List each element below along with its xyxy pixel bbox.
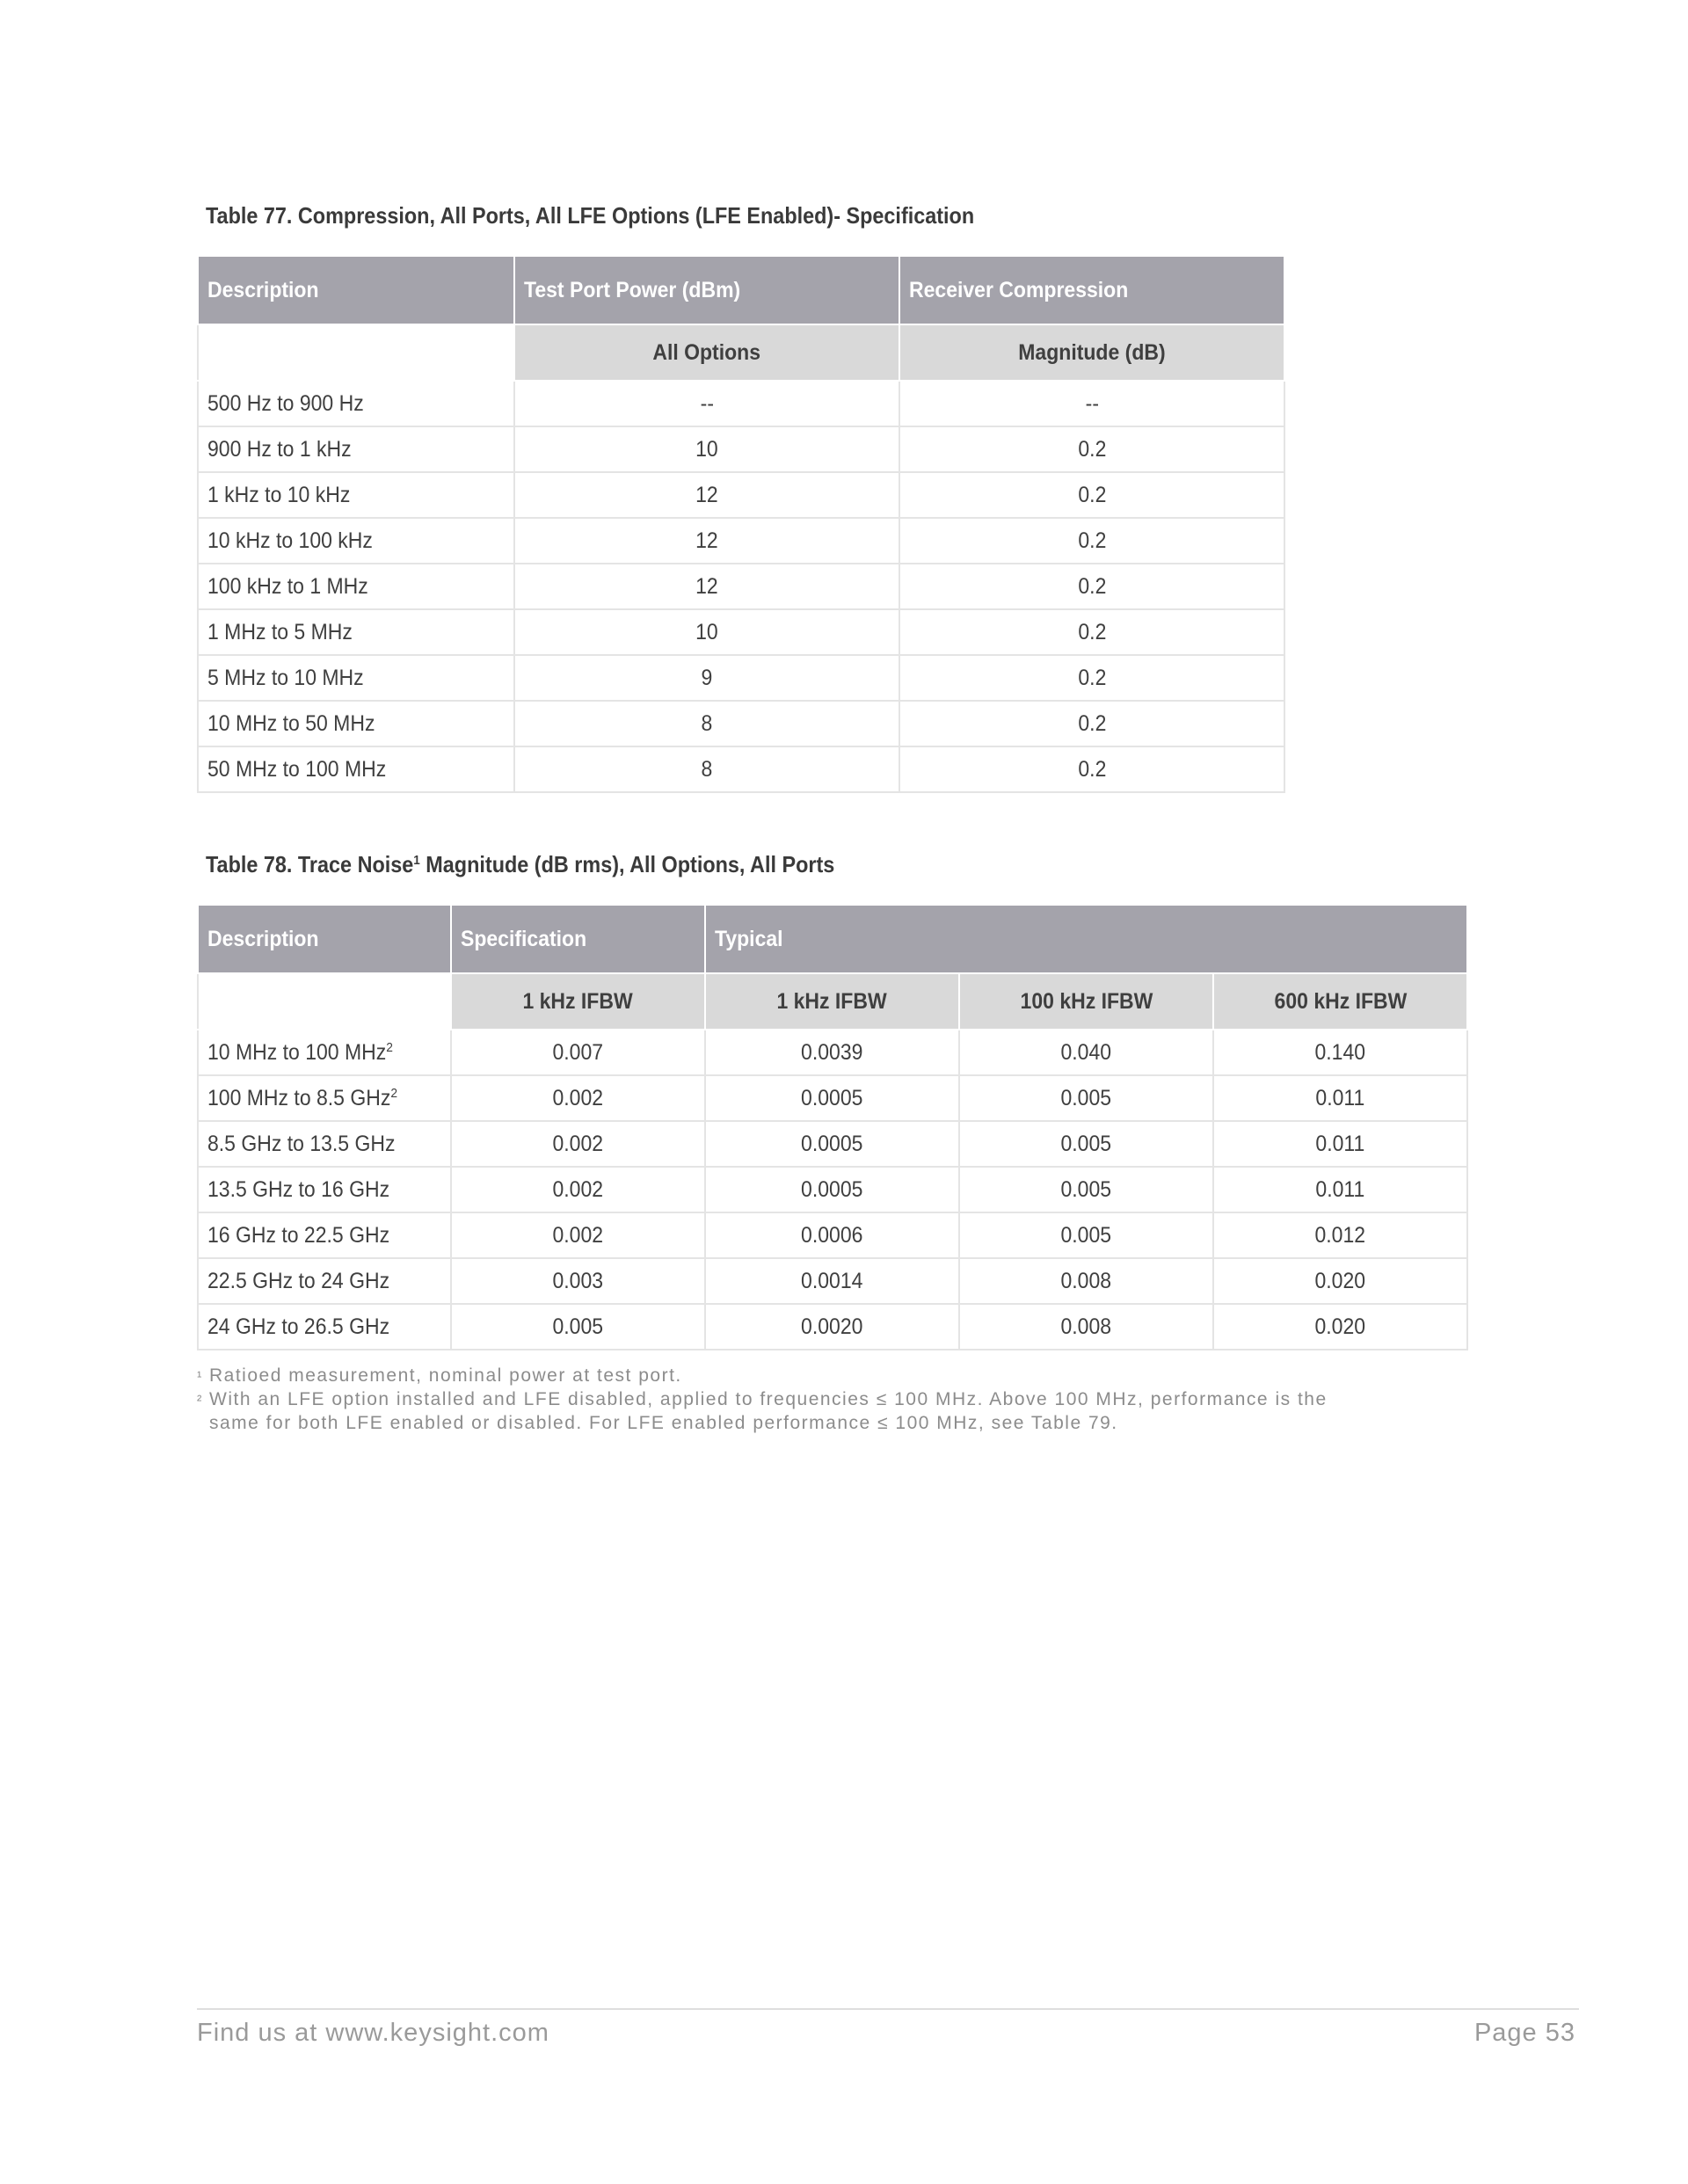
footer-website-link[interactable]: Find us at www.keysight.com [197, 2019, 549, 2047]
cell-typical-600khz: 0.020 [1213, 1258, 1467, 1304]
table-row [198, 701, 1284, 746]
cell-magnitude: 0.2 [899, 701, 1284, 746]
cell-test-port-power: 8 [514, 746, 899, 792]
cell-spec-1khz: 0.002 [451, 1121, 705, 1167]
footnote-2-continued: same for both LFE enabled or disabled. For LFE enabled performance ≤ 100 MHz, see Table 79. [209, 1413, 1118, 1433]
cell-typical-100khz: 0.005 [959, 1121, 1213, 1167]
cell-description: 100 kHz to 1 MHz [198, 564, 514, 609]
table-row [198, 1075, 1467, 1121]
subheader-all-options: All Options [514, 324, 899, 381]
subheader-typical-1khz: 1 kHz IFBW [705, 973, 959, 1030]
column-header-test-port-power: Test Port Power (dBm) [514, 256, 899, 324]
cell-spec-1khz: 0.002 [451, 1167, 705, 1212]
table-row [198, 655, 1284, 701]
cell-description: 1 MHz to 5 MHz [198, 609, 514, 655]
subheader-magnitude: Magnitude (dB) [899, 324, 1284, 381]
cell-description: 8.5 GHz to 13.5 GHz [198, 1121, 451, 1167]
footer-divider [197, 2008, 1579, 2010]
cell-magnitude: 0.2 [899, 472, 1284, 518]
table-78-caption: Table 78. Trace Noise$^1$ Magnitude (dB rms), All Options, All Ports [206, 851, 835, 877]
subheader-typical-100khz: 100 kHz IFBW [959, 973, 1213, 1030]
cell-test-port-power: 12 [514, 472, 899, 518]
cell-test-port-power: 12 [514, 564, 899, 609]
cell-magnitude: -- [899, 381, 1284, 426]
table-78 [197, 904, 1468, 1350]
cell-typical-100khz: 0.040 [959, 1030, 1213, 1075]
cell-description: 10 MHz to 50 MHz [198, 701, 514, 746]
cell-description: 13.5 GHz to 16 GHz [198, 1167, 451, 1212]
cell-test-port-power: 8 [514, 701, 899, 746]
cell-description: 100 MHz to 8.5 GHz$^2$ [198, 1075, 451, 1121]
cell-typical-600khz: 0.011 [1213, 1121, 1467, 1167]
table-row [198, 1258, 1467, 1304]
cell-spec-1khz: 0.002 [451, 1212, 705, 1258]
table-row [198, 426, 1284, 472]
cell-description: 500 Hz to 900 Hz [198, 381, 514, 426]
cell-typical-1khz: 0.0006 [705, 1212, 959, 1258]
cell-description: 5 MHz to 10 MHz [198, 655, 514, 701]
table-row [198, 1212, 1467, 1258]
table-row [198, 1304, 1467, 1350]
column-header-typical: Typical [705, 905, 1467, 973]
cell-description: 50 MHz to 100 MHz [198, 746, 514, 792]
column-header-description: Description [198, 905, 451, 973]
cell-description: 900 Hz to 1 kHz [198, 426, 514, 472]
table-77 [197, 255, 1285, 793]
cell-spec-1khz: 0.003 [451, 1258, 705, 1304]
cell-magnitude: 0.2 [899, 655, 1284, 701]
cell-typical-600khz: 0.140 [1213, 1030, 1467, 1075]
cell-spec-1khz: 0.007 [451, 1030, 705, 1075]
cell-magnitude: 0.2 [899, 564, 1284, 609]
cell-typical-1khz: 0.0005 [705, 1167, 959, 1212]
cell-description: 1 kHz to 10 kHz [198, 472, 514, 518]
cell-description: 24 GHz to 26.5 GHz [198, 1304, 451, 1350]
table-row [198, 518, 1284, 564]
cell-description: 10 kHz to 100 kHz [198, 518, 514, 564]
column-header-receiver-compression: Receiver Compression [899, 256, 1284, 324]
cell-test-port-power: 9 [514, 655, 899, 701]
table-row [198, 472, 1284, 518]
cell-typical-1khz: 0.0020 [705, 1304, 959, 1350]
table-row [198, 1030, 1467, 1075]
subheader-empty [198, 324, 514, 381]
cell-magnitude: 0.2 [899, 609, 1284, 655]
table-77-caption: Table 77. Compression, All Ports, All LFE Options (LFE Enabled)- Specification [206, 202, 975, 229]
table-subheader-row [198, 324, 1284, 381]
cell-typical-600khz: 0.020 [1213, 1304, 1467, 1350]
cell-test-port-power: 10 [514, 609, 899, 655]
table-header-row [198, 256, 1284, 324]
cell-typical-1khz: 0.0005 [705, 1075, 959, 1121]
subheader-typical-600khz: 600 kHz IFBW [1213, 973, 1467, 1030]
table-row [198, 609, 1284, 655]
cell-typical-1khz: 0.0014 [705, 1258, 959, 1304]
cell-description: 16 GHz to 22.5 GHz [198, 1212, 451, 1258]
table-subheader-row [198, 973, 1467, 1030]
cell-spec-1khz: 0.005 [451, 1304, 705, 1350]
subheader-spec-1khz: 1 kHz IFBW [451, 973, 705, 1030]
table-row [198, 1121, 1467, 1167]
column-header-specification: Specification [451, 905, 705, 973]
cell-magnitude: 0.2 [899, 746, 1284, 792]
cell-typical-100khz: 0.008 [959, 1304, 1213, 1350]
cell-test-port-power: 10 [514, 426, 899, 472]
page-number: Page 53 [1473, 2019, 1575, 2047]
table-header-row [198, 905, 1467, 973]
table-row [198, 1167, 1467, 1212]
cell-description: 22.5 GHz to 24 GHz [198, 1258, 451, 1304]
cell-magnitude: 0.2 [899, 518, 1284, 564]
cell-typical-600khz: 0.012 [1213, 1212, 1467, 1258]
table-row [198, 381, 1284, 426]
cell-typical-100khz: 0.005 [959, 1212, 1213, 1258]
cell-test-port-power: 12 [514, 518, 899, 564]
cell-description: 10 MHz to 100 MHz$^2$ [198, 1030, 451, 1075]
table-row [198, 564, 1284, 609]
cell-magnitude: 0.2 [899, 426, 1284, 472]
cell-test-port-power: -- [514, 381, 899, 426]
column-header-description: Description [198, 256, 514, 324]
footnote-1: ¹ Ratioed measurement, nominal power at test port. [197, 1365, 682, 1386]
table-row [198, 746, 1284, 792]
subheader-empty [198, 973, 451, 1030]
cell-typical-100khz: 0.008 [959, 1258, 1213, 1304]
footnote-2: ² With an LFE option installed and LFE disabled, applied to frequencies ≤ 100 MHz. Above 100 MHz, performance is the [197, 1389, 1328, 1409]
cell-typical-1khz: 0.0005 [705, 1121, 959, 1167]
cell-typical-600khz: 0.011 [1213, 1167, 1467, 1212]
footnotes [197, 1365, 1428, 1434]
cell-typical-1khz: 0.0039 [705, 1030, 959, 1075]
cell-typical-100khz: 0.005 [959, 1075, 1213, 1121]
cell-typical-100khz: 0.005 [959, 1167, 1213, 1212]
cell-typical-600khz: 0.011 [1213, 1075, 1467, 1121]
cell-spec-1khz: 0.002 [451, 1075, 705, 1121]
